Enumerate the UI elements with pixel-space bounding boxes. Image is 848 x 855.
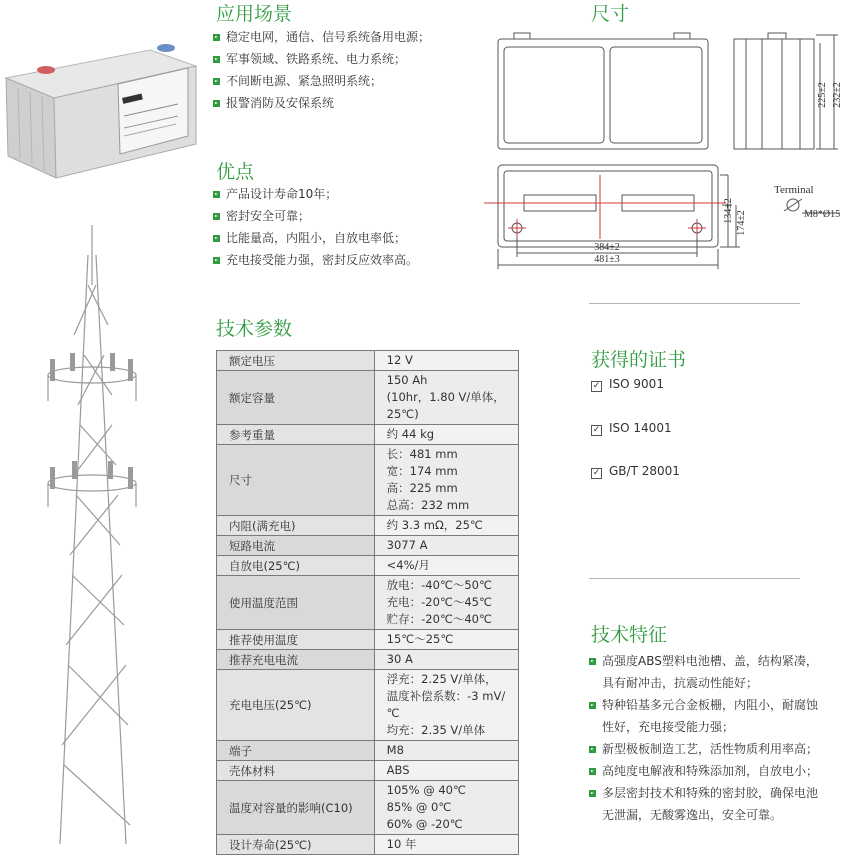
spec-key: 尺寸 bbox=[217, 445, 375, 516]
spec-table bbox=[216, 350, 519, 855]
table-row bbox=[217, 445, 519, 516]
list-item: 稳定电网，通信、信号系统备用电源； bbox=[213, 26, 430, 48]
certificate-item: ✓ GB/T 28001 bbox=[592, 464, 680, 478]
spec-value bbox=[374, 781, 518, 835]
spec-key: 额定电压 bbox=[217, 351, 375, 371]
communication-tower-image bbox=[0, 225, 200, 844]
list-item: 报警消防及安保系统 bbox=[213, 92, 430, 114]
list-item: 不间断电源、紧急照明系统； bbox=[213, 70, 430, 92]
advantages-title: 优点 bbox=[216, 161, 255, 183]
spec-key: 推荐使用温度 bbox=[217, 630, 375, 650]
table-row bbox=[217, 516, 519, 536]
table-row bbox=[217, 835, 519, 855]
spec-value-line: 105% @ 40℃ bbox=[386, 783, 466, 797]
spec-value-line: 约 44 kg bbox=[386, 427, 435, 441]
spec-value bbox=[374, 761, 518, 781]
spec-value-line: 总高：232 mm bbox=[386, 498, 470, 512]
specs-title: 技术参数 bbox=[216, 318, 293, 340]
table-row bbox=[217, 741, 519, 761]
spec-value-line: 长：481 mm bbox=[386, 447, 458, 461]
terminal-spec: M8*Ø15 bbox=[804, 209, 841, 220]
spec-value-line: <4%/月 bbox=[386, 558, 430, 572]
table-row bbox=[217, 781, 519, 835]
spec-value-line: 150 Ah bbox=[386, 373, 428, 387]
spec-value-line: M8 bbox=[386, 743, 404, 757]
spec-value bbox=[374, 630, 518, 650]
spec-value bbox=[374, 650, 518, 670]
table-row bbox=[217, 670, 519, 741]
width-outer-label: 481±3 bbox=[594, 254, 620, 265]
applications-title: 应用场景 bbox=[216, 3, 293, 25]
features-list bbox=[589, 650, 824, 826]
list-item: 充电接受能力强，密封反应效率高。 bbox=[213, 249, 418, 271]
spec-value-line: 贮存：-20℃～40℃ bbox=[386, 612, 492, 626]
list-item: 高纯度电解液和特殊添加剂，自放电小； bbox=[589, 760, 824, 782]
checkbox-icon: ✓ bbox=[592, 425, 601, 435]
list-item: 比能量高，内阻小，自放电率低； bbox=[213, 227, 418, 249]
dimensions-title: 尺寸 bbox=[591, 3, 630, 25]
width-inner-label: 384±2 bbox=[594, 242, 620, 253]
spec-value bbox=[374, 371, 518, 425]
spec-value-line: 约 3.3 mΩ，25℃ bbox=[386, 518, 483, 532]
divider bbox=[589, 303, 800, 304]
checkbox-icon: ✓ bbox=[592, 381, 601, 391]
spec-value-line: 充电：-20℃～45℃ bbox=[386, 595, 492, 609]
spec-value bbox=[374, 556, 518, 576]
spec-value-line: 宽：174 mm bbox=[386, 464, 458, 478]
spec-value bbox=[374, 670, 518, 741]
certificate-item: ✓ ISO 14001 bbox=[592, 421, 672, 435]
spec-value-line: 85% @ 0℃ bbox=[386, 800, 452, 814]
features-title: 技术特征 bbox=[591, 624, 668, 646]
spec-key: 充电电压(25℃) bbox=[217, 670, 375, 741]
table-row bbox=[217, 536, 519, 556]
table-row bbox=[217, 650, 519, 670]
spec-value-line: 高：225 mm bbox=[386, 481, 458, 495]
spec-value-line: 放电：-40℃～50℃ bbox=[386, 578, 492, 592]
spec-key: 设计寿命(25℃) bbox=[217, 835, 375, 855]
side-height1-label: 134±2 bbox=[723, 198, 734, 224]
spec-key: 端子 bbox=[217, 741, 375, 761]
spec-key: 自放电(25℃) bbox=[217, 556, 375, 576]
certificates-title: 获得的证书 bbox=[591, 349, 687, 371]
spec-value-line: 60% @ -20℃ bbox=[386, 817, 463, 831]
list-item: 高强度ABS塑料电池槽、盖，结构紧凑，具有耐冲击，抗震动性能好； bbox=[589, 650, 824, 694]
table-row bbox=[217, 576, 519, 630]
height2-label: 232±2 bbox=[832, 82, 843, 108]
table-row bbox=[217, 556, 519, 576]
spec-key: 短路电流 bbox=[217, 536, 375, 556]
spec-value-line: 温度补偿系数：-3 mV/℃ bbox=[386, 689, 506, 720]
spec-value-line: 均充：2.35 V/单体 bbox=[386, 723, 486, 737]
spec-value bbox=[374, 516, 518, 536]
terminal-label: Terminal bbox=[774, 184, 814, 196]
dimension-drawing bbox=[484, 25, 848, 275]
spec-key: 参考重量 bbox=[217, 425, 375, 445]
list-item: 军事领域、铁路系统、电力系统； bbox=[213, 48, 430, 70]
side-height2-label: 174±2 bbox=[736, 210, 747, 236]
spec-value-line: 12 V bbox=[386, 353, 413, 367]
spec-key: 额定容量 bbox=[217, 371, 375, 425]
spec-key: 内阻(满充电) bbox=[217, 516, 375, 536]
spec-value bbox=[374, 445, 518, 516]
spec-value bbox=[374, 741, 518, 761]
divider bbox=[589, 578, 800, 579]
spec-value-line: ABS bbox=[386, 763, 410, 777]
applications-list bbox=[213, 26, 430, 114]
spec-value bbox=[374, 576, 518, 630]
spec-value-line: 3077 A bbox=[386, 538, 428, 552]
spec-value bbox=[374, 536, 518, 556]
table-row bbox=[217, 351, 519, 371]
list-item: 特种铅基多元合金板栅，内阻小，耐腐蚀性好，充电接受能力强； bbox=[589, 694, 824, 738]
spec-value bbox=[374, 425, 518, 445]
certificate-item: ✓ ISO 9001 bbox=[592, 377, 664, 391]
spec-key: 壳体材料 bbox=[217, 761, 375, 781]
spec-value-line: 10 年 bbox=[386, 837, 417, 851]
spec-value-line: 15℃～25℃ bbox=[386, 632, 454, 646]
spec-value-line: 30 A bbox=[386, 652, 413, 666]
spec-value bbox=[374, 835, 518, 855]
table-row bbox=[217, 425, 519, 445]
height1-label: 225±2 bbox=[817, 82, 828, 108]
spec-key: 使用温度范围 bbox=[217, 576, 375, 630]
spec-value-line: 浮充：2.25 V/单体， bbox=[386, 672, 497, 686]
list-item: 产品设计寿命10年； bbox=[213, 183, 418, 205]
spec-key: 推荐充电电流 bbox=[217, 650, 375, 670]
advantages-list bbox=[213, 183, 418, 271]
table-row bbox=[217, 371, 519, 425]
checkbox-icon: ✓ bbox=[592, 468, 601, 478]
table-row bbox=[217, 630, 519, 650]
list-item: 新型极板制造工艺，活性物质利用率高； bbox=[589, 738, 824, 760]
list-item: 密封安全可靠； bbox=[213, 205, 418, 227]
list-item: 多层密封技术和特殊的密封胶，确保电池无泄漏，无酸雾逸出，安全可靠。 bbox=[589, 782, 824, 826]
spec-value-line: (10hr，1.80 V/单体，25℃) bbox=[386, 390, 505, 421]
spec-value bbox=[374, 351, 518, 371]
battery-image bbox=[0, 28, 200, 183]
spec-key: 温度对容量的影响(C10) bbox=[217, 781, 375, 835]
table-row bbox=[217, 761, 519, 781]
